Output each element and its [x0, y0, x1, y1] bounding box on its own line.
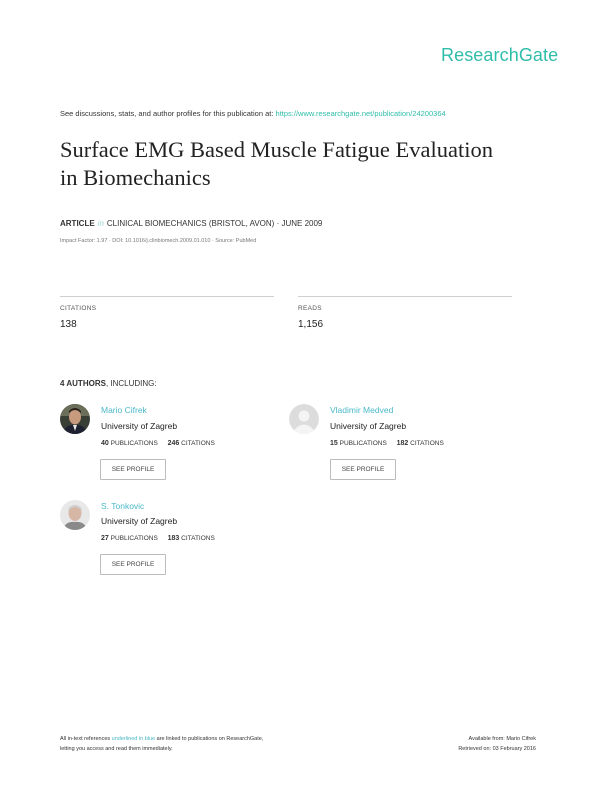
- author-2-avatar[interactable]: [289, 404, 319, 434]
- footer-underlined-link[interactable]: underlined in blue: [111, 736, 156, 742]
- article-type: ARTICLE: [60, 219, 95, 228]
- author-1-citations-label: CITATIONS: [181, 440, 215, 447]
- author-photo-icon: [60, 500, 90, 530]
- footer-availability: [458, 734, 536, 754]
- paper-title-line-1: Surface EMG Based Muscle Fatigue Evaluation: [60, 137, 494, 162]
- author-3-counts: [101, 535, 215, 542]
- journal-name: CLINICAL BIOMECHANICS (BRISTOL, AVON) · JUNE 2009: [106, 219, 323, 228]
- author-2-publications-label: PUBLICATIONS: [339, 440, 387, 447]
- author-photo-icon: [60, 404, 90, 434]
- footer-text-part-1: All in-text references: [60, 736, 111, 742]
- author-2-name-link[interactable]: Vladimir Medved: [330, 405, 394, 415]
- author-3-avatar[interactable]: [60, 500, 90, 530]
- citations-value: 138: [60, 319, 77, 330]
- author-2-counts: [330, 440, 444, 447]
- author-3-publications-label: PUBLICATIONS: [110, 535, 158, 542]
- author-3-name-link[interactable]: S. Tonkovic: [101, 501, 145, 511]
- author-1-see-profile-button[interactable]: SEE PROFILE: [100, 459, 166, 480]
- placeholder-user-icon: [289, 404, 319, 434]
- author-2-citations-count: 182: [396, 440, 409, 447]
- footer-references-note: [60, 734, 263, 754]
- authors-heading: [60, 379, 157, 388]
- discussion-prefix: See discussions, stats, and author profiles for this publication at:: [60, 109, 274, 118]
- citations-label: CITATIONS: [60, 305, 97, 312]
- authors-including: , INCLUDING:: [105, 379, 157, 388]
- author-1-counts: [101, 440, 215, 447]
- author-2-citations-label: CITATIONS: [410, 440, 444, 447]
- impact-line: Impact Factor: 1.97 · DOI: 10.1016/j.clinbiomech.2009.01.010 · Source: PubMed: [60, 238, 257, 244]
- author-2-affiliation: University of Zagreb: [330, 421, 407, 431]
- author-2-publications-count: 15: [330, 440, 338, 447]
- reads-value: 1,156: [298, 319, 324, 330]
- reads-label: READS: [298, 305, 322, 312]
- footer-line-1: [60, 734, 263, 744]
- retrieved-on: Retrieved on: 03 February 2016: [458, 746, 536, 752]
- paper-title-line-2: in Biomechanics: [60, 165, 211, 190]
- authors-count: 4 AUTHORS: [60, 379, 106, 388]
- researchgate-logo[interactable]: ResearchGate: [441, 45, 559, 65]
- available-from: Available from: Mario Cifrek: [468, 736, 536, 742]
- publication-url-link[interactable]: https://www.researchgate.net/publication/24200364: [275, 109, 446, 118]
- author-3-citations-label: CITATIONS: [181, 535, 215, 542]
- author-1-publications-count: 40: [101, 440, 109, 447]
- footer-text-part-2: are linked to publications on ResearchGate,: [156, 736, 264, 742]
- author-3-publications-count: 27: [101, 535, 109, 542]
- paper-meta: [60, 219, 322, 228]
- author-1-affiliation: University of Zagreb: [101, 421, 178, 431]
- author-3-affiliation: University of Zagreb: [101, 516, 178, 526]
- paper-title: [60, 136, 560, 192]
- footer-line-2: letting you access and read them immediately.: [60, 746, 173, 752]
- author-3-citations-count: 183: [167, 535, 180, 542]
- author-1-name-link[interactable]: Mario Cifrek: [101, 405, 147, 415]
- reads-divider: [298, 296, 512, 297]
- author-1-publications-label: PUBLICATIONS: [110, 440, 158, 447]
- author-2-see-profile-button[interactable]: SEE PROFILE: [330, 459, 396, 480]
- in-word: in: [97, 219, 104, 228]
- author-3-see-profile-button[interactable]: SEE PROFILE: [100, 554, 166, 575]
- discussion-line: [60, 109, 446, 118]
- author-1-citations-count: 246: [167, 440, 180, 447]
- citations-divider: [60, 296, 274, 297]
- author-1-avatar[interactable]: [60, 404, 90, 434]
